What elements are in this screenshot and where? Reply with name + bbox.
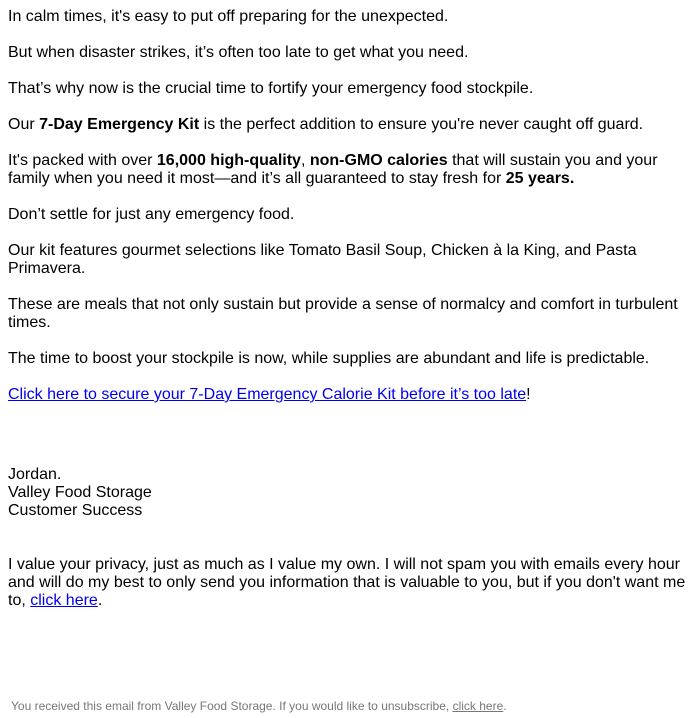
footer-unsubscribe-link[interactable]: click here [452, 699, 504, 713]
footer-text: You received this email from Valley Food Storage. If you would like to unsubscribe, [11, 699, 453, 713]
email-body [8, 8, 692, 628]
paragraph-normalcy: These are meals that not only sustain but provide a sense of normalcy and comfort in turbulent times. [8, 296, 678, 331]
email-footer [11, 699, 507, 713]
calories-text-1: It's packed with over [8, 152, 157, 169]
signature [8, 466, 692, 520]
paragraph-cta [8, 386, 692, 404]
cta-link[interactable]: Click here to secure your 7-Day Emergency Calorie Kit before it’s too late [8, 386, 527, 403]
paragraph-calories [8, 152, 692, 188]
calories-text-3: that will sustain you and your family when you need it most—and it’s all guaranteed to stay fresh for [8, 152, 658, 187]
privacy-text: I value your privacy, just as much as I value my own. I will not spam you with emails every hour and will do my best to only send you information that is valuable to you, but if you don't want me to, [8, 556, 686, 609]
privacy-suffix: . [97, 592, 103, 609]
cta-suffix: ! [526, 386, 531, 403]
calories-bold-1: 16,000 high-quality [156, 152, 301, 169]
kit-name-bold: 7-Day Emergency Kit [39, 116, 200, 133]
footer-suffix: . [503, 699, 507, 713]
paragraph-dont-settle: Don’t settle for just any emergency food. [8, 206, 295, 223]
calories-bold-3: 25 years. [505, 170, 575, 187]
signature-company: Valley Food Storage [8, 484, 152, 501]
paragraph-selections: Our kit features gourmet selections like Tomato Basil Soup, Chicken à la King, and Pasta Primavera. [8, 242, 637, 277]
calories-bold-2: non-GMO calories [309, 152, 448, 169]
paragraph-privacy [8, 556, 692, 610]
signature-team: Customer Success [8, 502, 143, 519]
paragraph-intro: In calm times, it's easy to put off preparing for the unexpected. [8, 8, 449, 25]
privacy-unsubscribe-link[interactable]: click here [30, 592, 98, 609]
paragraph-kit [8, 116, 692, 134]
paragraph-disaster: But when disaster strikes, it’s often too late to get what you need. [8, 44, 469, 61]
calories-text-2: , [300, 152, 310, 169]
signature-name: Jordan. [8, 466, 62, 483]
paragraph-crucial-time: That’s why now is the crucial time to fortify your emergency food stockpile. [8, 80, 534, 97]
paragraph-boost-now: The time to boost your stockpile is now, while supplies are abundant and life is predictable. [8, 350, 650, 367]
kit-text-post: is the perfect addition to ensure you're never caught off guard. [199, 116, 644, 133]
kit-text-pre: Our [8, 116, 40, 133]
